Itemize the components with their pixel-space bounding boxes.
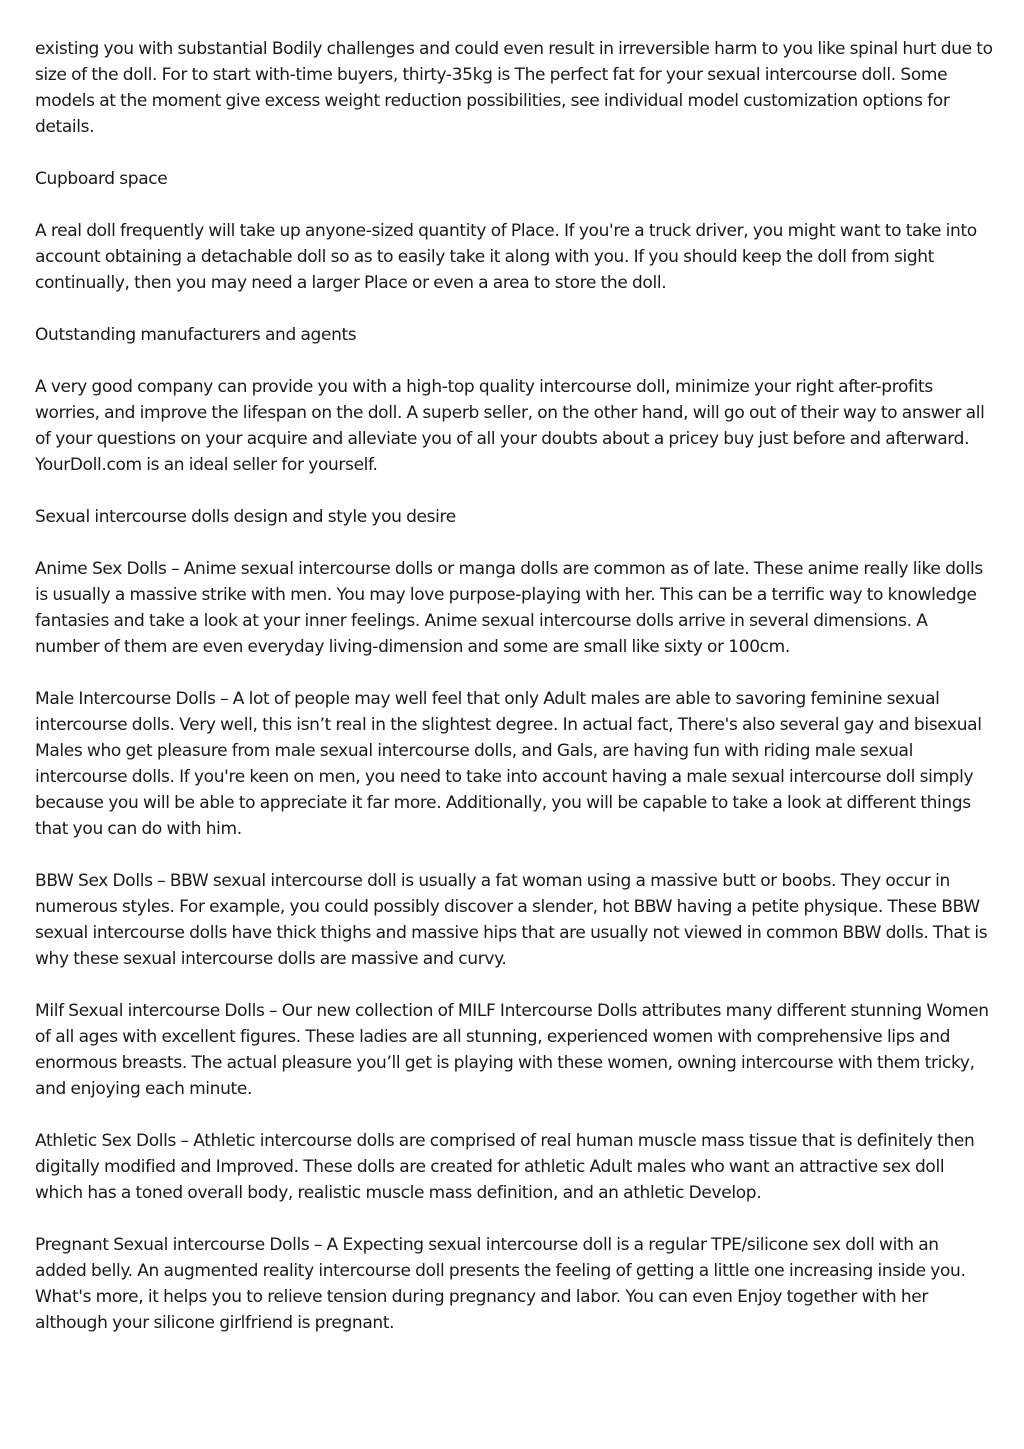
paragraph-male: Male Intercourse Dolls – A lot of people may well feel that only Adult males are able to savoring feminine sexual intercourse dolls. Very well, this isn’t real in the slightest degree. In actual fact, There's also several gay and bisexual Males who get pleasure from male sexual intercourse dolls, and Gals, are having fun with riding male sexual intercourse dolls. If you're keen on men, you need to take into account having a male sexual intercourse doll simply because you will be able to appreciate it far more. Additionally, you will be capable to take a look at different things that you can do with him. [35,689,982,839]
paragraph-athletic: Athletic Sex Dolls – Athletic intercourse dolls are comprised of real human muscle mass tissue that is definitely then digitally modified and Improved. These dolls are created for athletic Adult males who want an attractive sex doll which has a toned overall body, realistic muscle mass definition, and an athletic Develop. [35,1131,975,1203]
paragraph-cupboard-space: A real doll frequently will take up anyone-sized quantity of Place. If you're a truck driver, you might want to take into account obtaining a detachable doll so as to easily take it along with you. If you should keep the doll from sight continually, then you may need a larger Place or even a area to store the doll. [35,221,977,293]
heading-cupboard-space: Cupboard space [35,169,168,189]
paragraph-pregnant: Pregnant Sexual intercourse Dolls – A Expecting sexual intercourse doll is a regular TPE/silicone sex doll with an added belly. An augmented reality intercourse doll presents the feeling of getting a little one increasing inside you. What's more, it helps you to relieve tension during pregnancy and labor. You can even Enjoy together with her although your silicone girlfriend is pregnant. [35,1235,966,1333]
heading-design-style: Sexual intercourse dolls design and style you desire [35,507,456,527]
paragraph-bbw: BBW Sex Dolls – BBW sexual intercourse doll is usually a fat woman using a massive butt or boobs. They occur in numerous styles. For example, you could possibly discover a slender, hot BBW having a petite physique. These BBW sexual intercourse dolls have thick thighs and massive hips that are usually not viewed in common BBW dolls. That is why these sexual intercourse dolls are massive and curvy. [35,871,988,969]
paragraph-anime: Anime Sex Dolls – Anime sexual intercourse dolls or manga dolls are common as of late. These anime really like dolls is usually a massive strike with men. You may love purpose-playing with her. This can be a terrific way to knowledge fantasies and take a look at your inner feelings. Anime sexual intercourse dolls arrive in several dimensions. A number of them are even everyday living-dimension and some are small like sixty or 100cm. [35,559,983,657]
paragraph-milf: Milf Sexual intercourse Dolls – Our new collection of MILF Intercourse Dolls attributes many different stunning Women of all ages with excellent figures. These ladies are all stunning, experienced women with comprehensive lips and enormous breasts. The actual pleasure you’ll get is playing with these women, owning intercourse with them tricky, and enjoying each minute. [35,1001,989,1099]
heading-manufacturers: Outstanding manufacturers and agents [35,325,357,345]
paragraph-manufacturers: A very good company can provide you with a high-top quality intercourse doll, minimize your right after-profits worries, and improve the lifespan on the doll. A superb seller, on the other hand, will go out of their way to answer all of your questions on your acquire and alleviate you of all your doubts about a pricey buy just before and afterward. YourDoll.com is an ideal seller for yourself. [35,377,985,475]
paragraph-intro: existing you with substantial Bodily challenges and could even result in irreversible harm to you like spinal hurt due to size of the doll. For to start with-time buyers, thirty-35kg is The perfect fat for your sexual intercourse doll. Some models at the moment give excess weight reduction possibilities, see individual model customization options for details. [35,39,993,137]
